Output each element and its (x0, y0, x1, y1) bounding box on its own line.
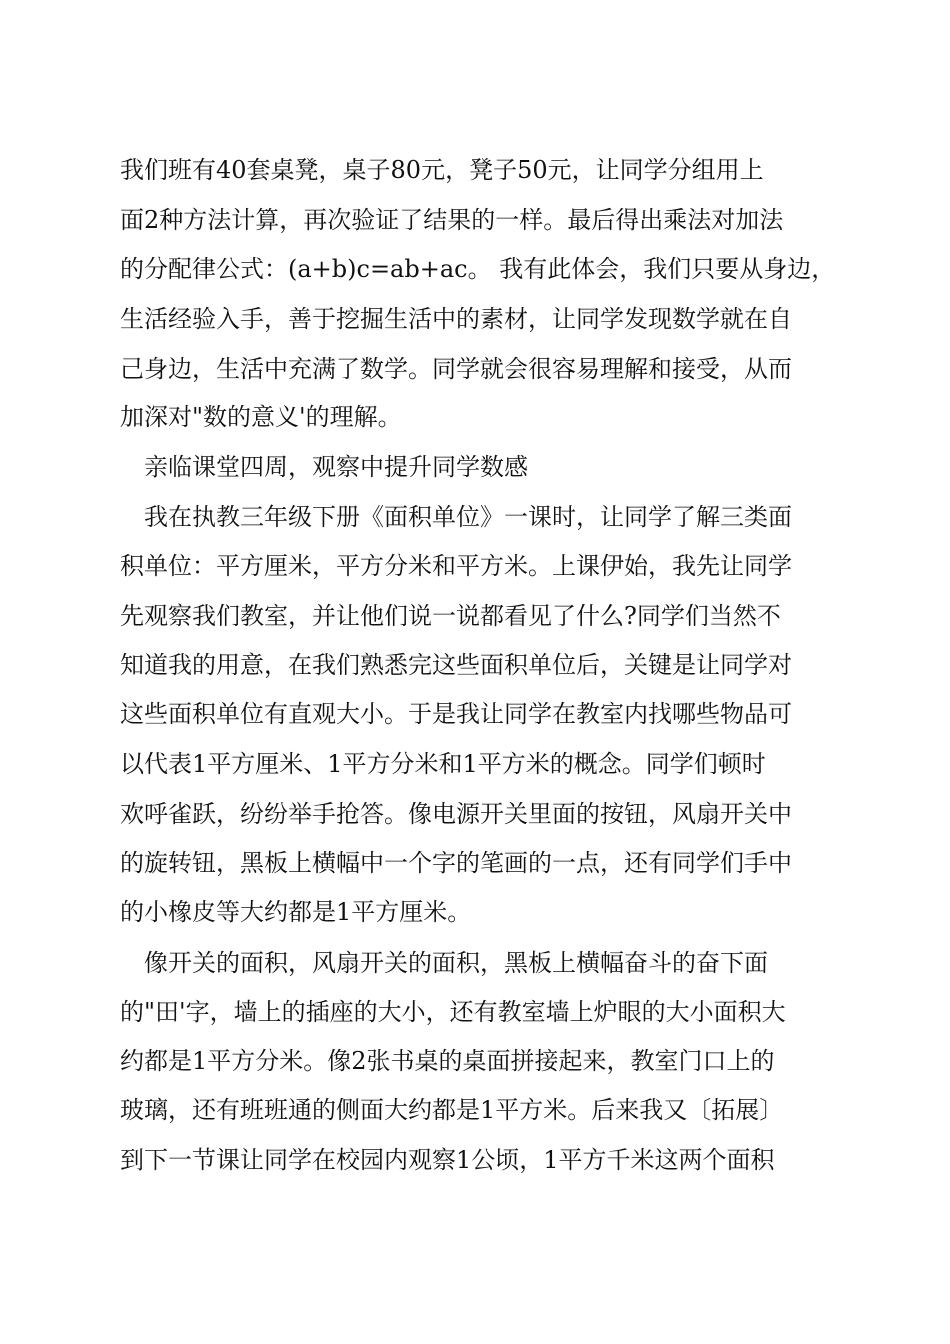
text-line: 像开关的面积，风扇开关的面积，黑板上横幅奋斗的奋下面 (144, 949, 768, 977)
text-line: 的小橡皮等大约都是1平方厘米。 (120, 898, 472, 926)
text-line: 玻璃，还有班班通的侧面大约都是1平方米。后来我又〔拓展〕 (120, 1096, 784, 1124)
text-line: 的旋转钮，黑板上横幅中一个字的笔画的一点，还有同学们手中 (120, 849, 792, 877)
text-line: 知道我的用意，在我们熟悉完这些面积单位后，关键是让同学对 (120, 651, 792, 679)
text-line: 这些面积单位有直观大小。于是我让同学在教室内找哪些物品可 (120, 700, 792, 728)
text-line: 约都是1平方分米。像2张书桌的桌面拼接起来，教室门口上的 (120, 1047, 775, 1075)
text-line: 以代表1平方厘米、1平方分米和1平方米的概念。同学们顿时 (120, 750, 766, 778)
text-line: 生活经验入手，善于挖掘生活中的素材，让同学发现数学就在自 (120, 305, 792, 333)
text-line: 我们班有40套桌凳，桌子80元，凳子50元，让同学分组用上 (120, 156, 764, 184)
text-line: 积单位：平方厘米，平方分米和平方米。上课伊始，我先让同学 (120, 552, 792, 580)
text-line: 的"田'字，墙上的插座的大小，还有教室墙上炉眼的大小面积大 (120, 998, 786, 1026)
text-line: 面2种方法计算，再次验证了结果的一样。最后得出乘法对加法 (120, 206, 784, 234)
text-line: 先观察我们教室，并让他们说一说都看见了什么?同学们当然不 (120, 602, 781, 630)
text-line: 的分配律公式：(a+b)c=ab+ac。 我有此体会，我们只要从身边， (120, 255, 835, 283)
text-line: 欢呼雀跃，纷纷举手抢答。像电源开关里面的按钮，风扇开关中 (120, 800, 792, 828)
text-line: 加深对"数的意义'的理解。 (120, 403, 402, 431)
text-line: 己身边，生活中充满了数学。同学就会很容易理解和接受，从而 (120, 355, 792, 383)
text-line: 到下一节课让同学在校园内观察1公顷，1平方千米这两个面积 (120, 1146, 775, 1174)
text-line: 我在执教三年级下册《面积单位》一课时，让同学了解三类面 (144, 503, 792, 531)
section-heading: 亲临课堂四周，观察中提升同学数感 (144, 453, 528, 481)
